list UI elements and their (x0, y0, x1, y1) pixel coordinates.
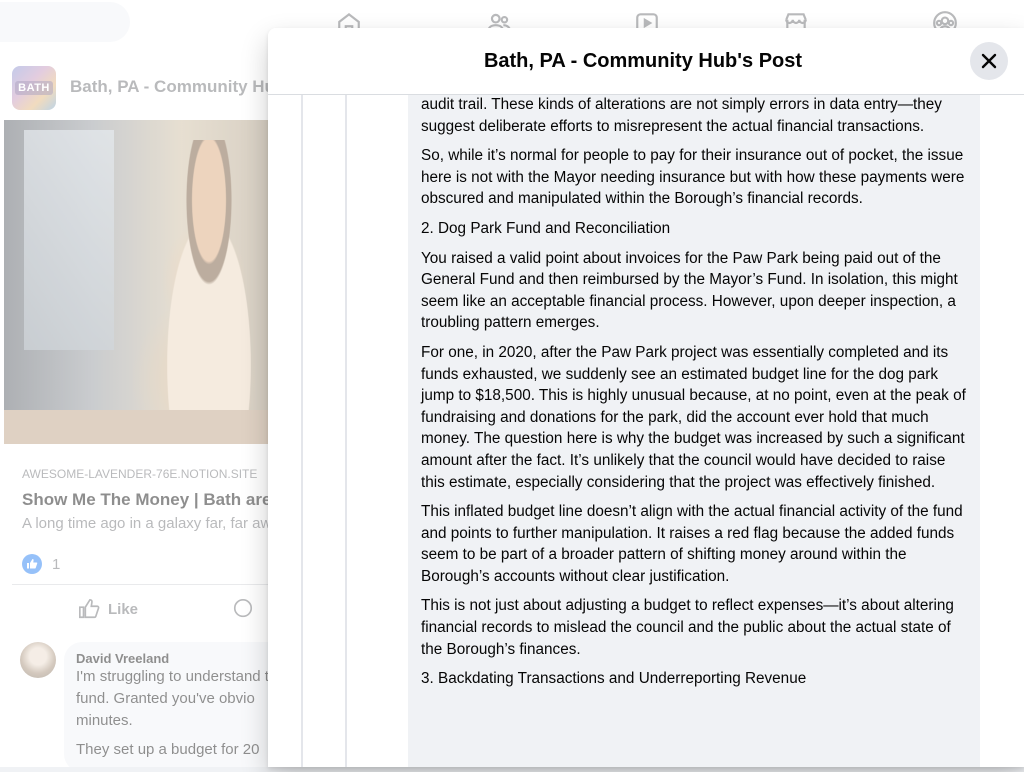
comment-section-heading: 2. Dog Park Fund and Reconciliation (421, 219, 671, 237)
comment-paragraph: For one, in 2020, after the Paw Park project was essentially completed and its funds exhausted, we suddenly see an estimated budget line for the dog park jump to $18,500. This is highly unusual because, at no point, even at the peak of fundraising and donations for the park, did the account ever hold that much money. The question here is why the budget was increased by such a significant amount after the fact. It’s unlikely that the council would have decided to raise this estimate, especially considering that the project was effectively finished. (421, 343, 966, 491)
comment-paragraph: This is not just about adjusting a budget to reflect expenses—it’s about altering financial records to mislead the council and the public about the actual state of the Borough’s finances. (421, 597, 954, 658)
close-icon (981, 53, 997, 69)
comment-paragraph: So, while it’s normal for people to pay for their insurance out of pocket, the issue here is not with the Mayor needing insurance but with how these payments were obscured and manipulated within the Borough’s financial records. (421, 147, 965, 208)
close-button[interactable] (970, 42, 1008, 80)
modal-title: Bath, PA - Community Hub's Post (483, 49, 803, 72)
comment-paragraph: You raised a valid point about invoices for the Paw Park being paid out of the General Fund and then reimbursed by the Mayor’s Fund. In isolation, this might seem like an acceptable financial process. However, upon deeper inspection, a troubling pattern emerges. (421, 249, 958, 332)
comment-paragraph: This inflated budget line doesn’t align with the actual financial activity of the fund and points to further manipulation. It raises a red flag because the added funds seem to be part of a broader pattern of shifting money around within the Borough’s accounts without clear justification. (421, 503, 963, 585)
comment-paragraph: audit trail. These kinds of alterations are not simply errors in data entry—they suggest deliberate efforts to misrepresent the actual financial transactions. (421, 96, 942, 135)
reply-comment-text (421, 95, 971, 698)
thread-line (345, 95, 347, 767)
post-modal (268, 28, 1024, 767)
modal-header (268, 28, 1024, 95)
modal-scroll-area[interactable] (268, 95, 1024, 767)
comment-section-heading: 3. Backdating Transactions and Underreporting Revenue (421, 670, 807, 688)
thread-line (301, 95, 303, 767)
